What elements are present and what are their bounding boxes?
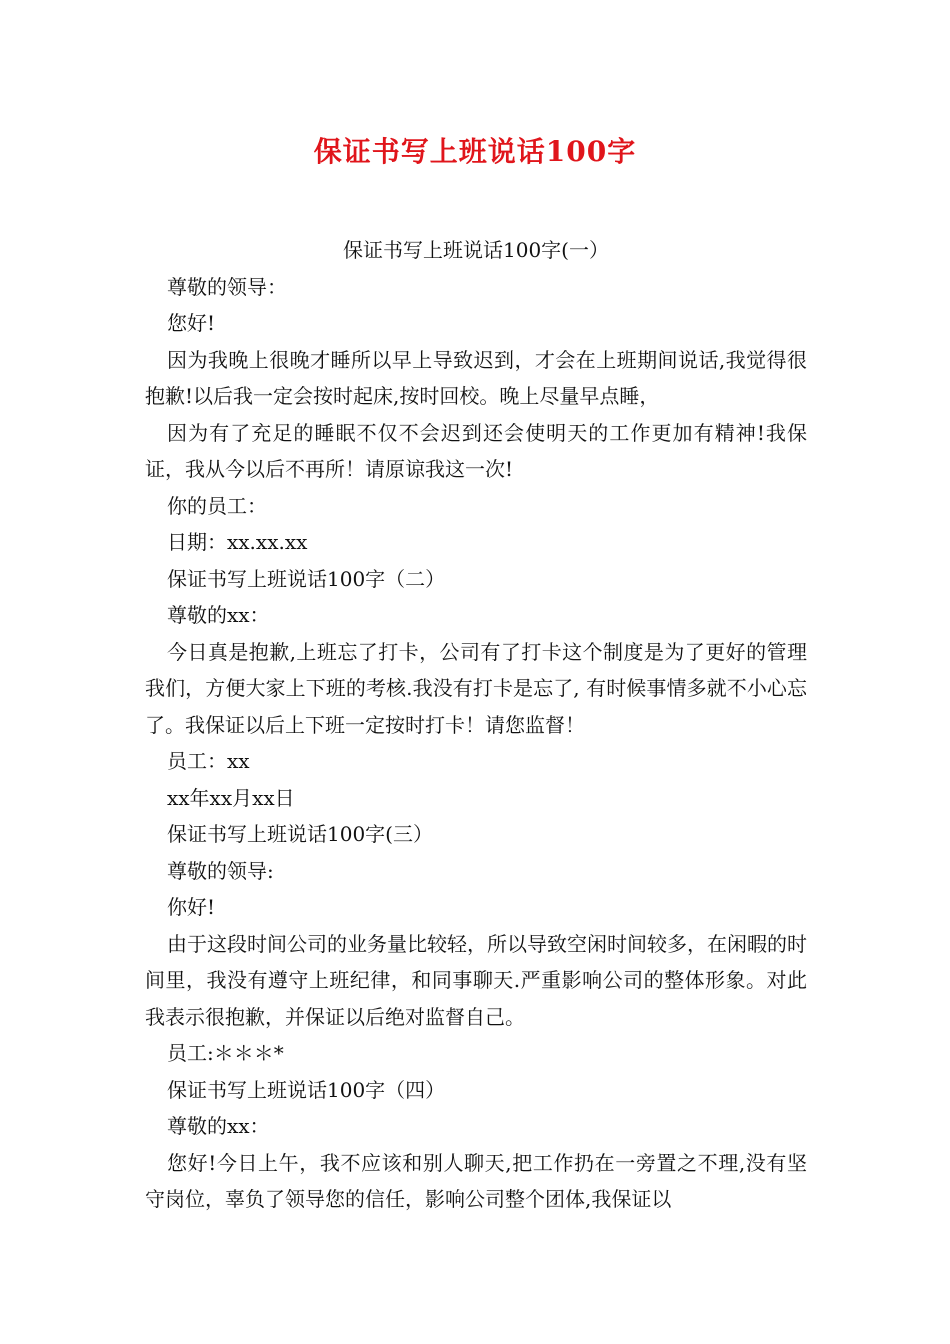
- date-line: 日期：xx.xx.xx: [167, 530, 308, 554]
- salutation: 尊敬的领导:: [167, 858, 274, 883]
- document-title: 保证书写上班说话100字: [313, 135, 637, 168]
- signature-line: 你的员工：: [167, 493, 267, 518]
- salutation: 尊敬的领导：: [167, 274, 287, 299]
- greeting: 您好!: [167, 311, 216, 335]
- section-heading-4: 保证书写上班说话100字（四）: [167, 1077, 446, 1102]
- body-paragraph: 因为有了充足的睡眠不仅不会迟到还会使明天的工作更加有精神!我保证，我从今以后不再所！请原谅我这一次!: [145, 420, 807, 481]
- section-heading-1: 保证书写上班说话100字(一）: [343, 238, 609, 262]
- signature-line: 员工:＊＊＊*: [167, 1041, 284, 1065]
- salutation: 尊敬的xx：: [167, 1114, 270, 1138]
- document-body: [145, 232, 807, 1218]
- section-heading-2: 保证书写上班说话100字（二）: [167, 566, 446, 591]
- body-paragraph: 今日真是抱歉,上班忘了打卡，公司有了打卡这个制度是为了更好的管理我们，方便大家上下班的考核.我没有打卡是忘了, 有时候事情多就不小心忘了。我保证以后上下班一定按时打卡！请您监督！: [145, 639, 807, 737]
- body-paragraph: 您好!今日上午，我不应该和别人聊天,把工作扔在一旁置之不理,没有坚守岗位，辜负了领导您的信任，影响公司整个团体,我保证以: [145, 1150, 807, 1211]
- body-paragraph: 因为我晚上很晚才睡所以早上导致迟到，才会在上班期间说话,我觉得很抱歉!以后我一定会按时起床,按时回校。晚上尽量早点睡，: [145, 347, 807, 408]
- salutation: 尊敬的xx：: [167, 603, 270, 627]
- section-heading-3: 保证书写上班说话100字(三）: [167, 822, 433, 846]
- body-paragraph: 由于这段时间公司的业务量比较轻，所以导致空闲时间较多，在闲暇的时间里，我没有遵守上班纪律，和同事聊天.严重影响公司的整体形象。对此我表示很抱歉，并保证以后绝对监督自己。: [145, 931, 807, 1029]
- greeting: 你好!: [167, 895, 216, 919]
- signature-line: 员工：xx: [167, 749, 250, 773]
- date-line: xx年xx月xx日: [167, 785, 295, 810]
